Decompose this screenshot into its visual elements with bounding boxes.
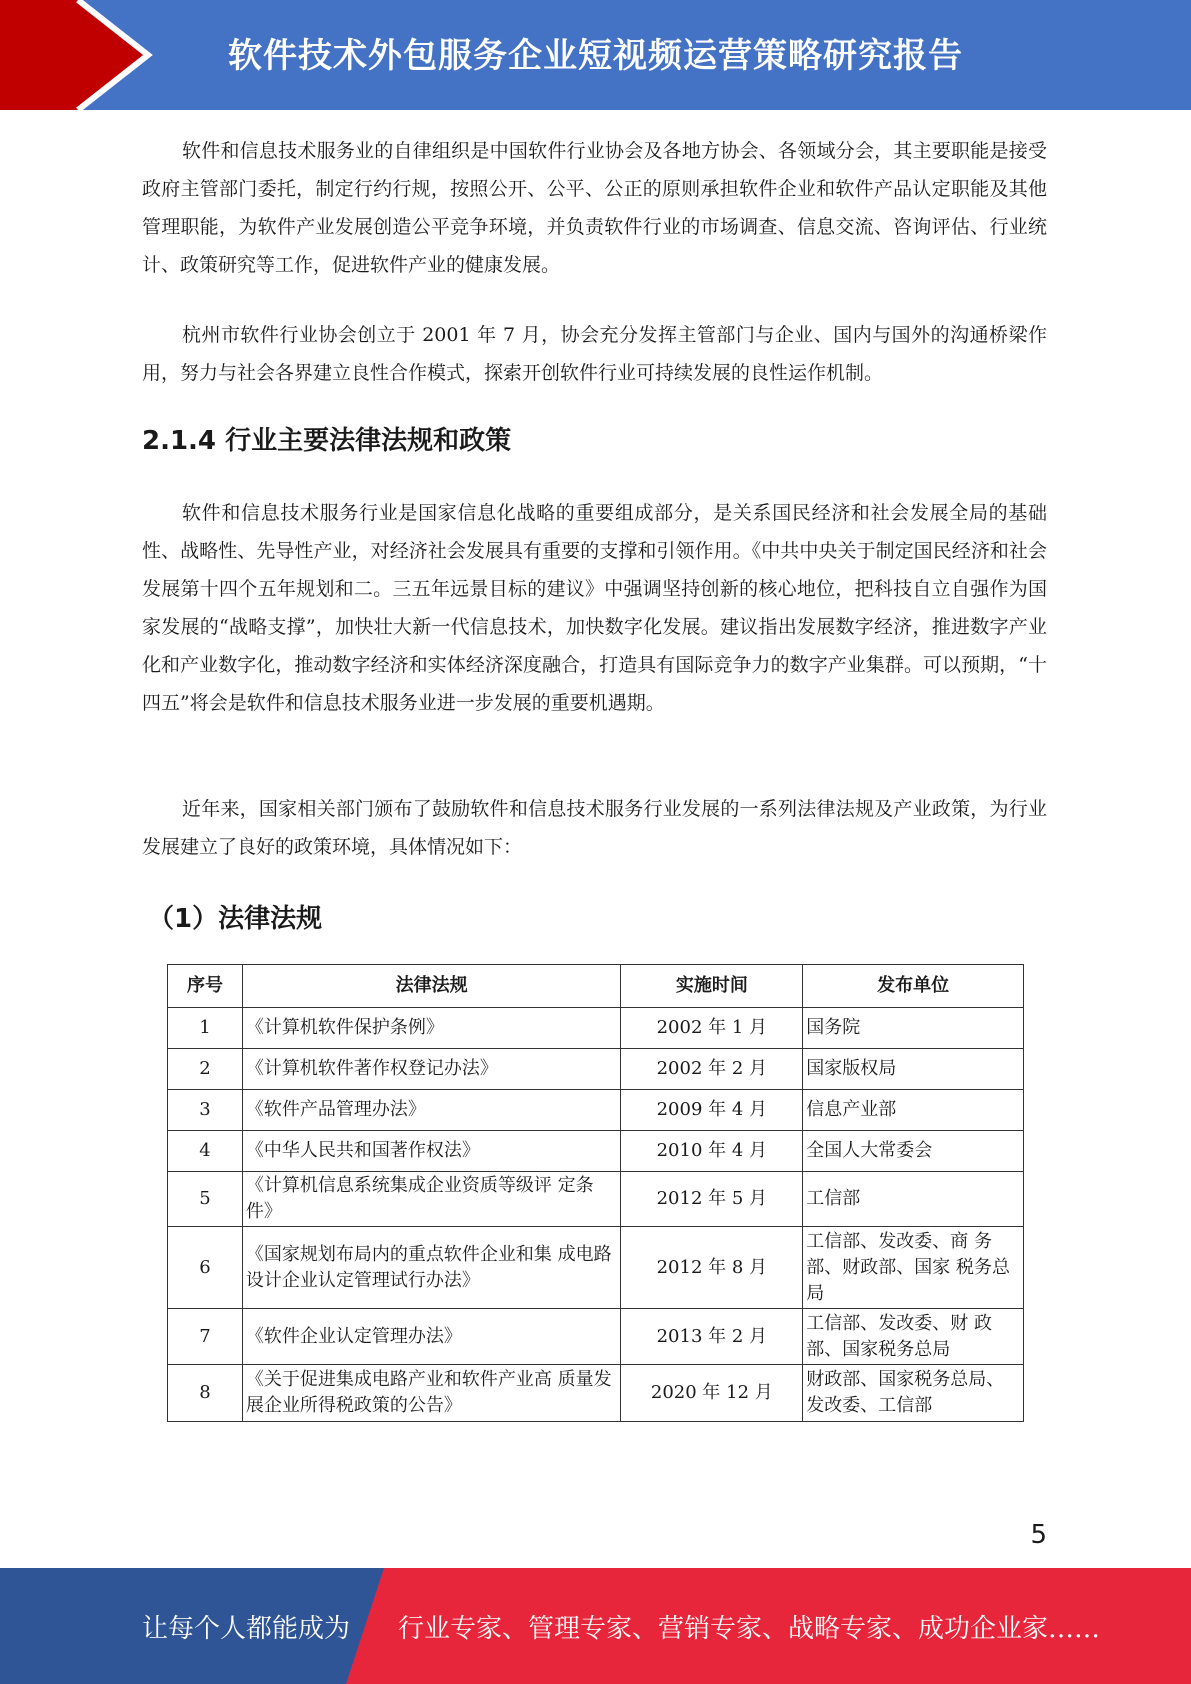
table-row: [168, 1365, 1024, 1422]
cell-date: 2010 年 4 月: [621, 1131, 803, 1172]
cell-index: 6: [168, 1227, 243, 1309]
header-law: 法律法规: [242, 965, 621, 1008]
cell-issuer: 信息产业部: [803, 1090, 1024, 1131]
cell-law: 《中华人民共和国著作权法》: [242, 1131, 621, 1172]
sub-heading-laws: （1）法律法规: [148, 904, 323, 934]
cell-index: 1: [168, 1008, 243, 1049]
cell-issuer: 国务院: [803, 1008, 1024, 1049]
cell-date: 2002 年 2 月: [621, 1049, 803, 1090]
table-header-row: [168, 965, 1024, 1008]
cell-index: 8: [168, 1365, 243, 1422]
cell-date: 2012 年 8 月: [621, 1227, 803, 1309]
cell-date: 2002 年 1 月: [621, 1008, 803, 1049]
cell-index: 2: [168, 1049, 243, 1090]
table-row: [168, 1172, 1024, 1227]
footer-slogan-left: 让每个人都能成为: [142, 1614, 351, 1644]
cell-law: 《软件产品管理办法》: [242, 1090, 621, 1131]
cell-date: 2013 年 2 月: [621, 1309, 803, 1365]
table-row: [168, 1049, 1024, 1090]
cell-index: 7: [168, 1309, 243, 1365]
cell-issuer: 全国人大常委会: [803, 1131, 1024, 1172]
cell-date: 2020 年 12 月: [621, 1365, 803, 1422]
paragraph-hangzhou-association: 杭州市软件行业协会创立于 2001 年 7 月，协会充分发挥主管部门与企业、国内与国外的沟通桥梁作用，努力与社会各界建立良性合作模式，探索开创软件行业可持续发展的良性运作机制。: [142, 324, 1047, 384]
page-footer: [0, 1568, 1191, 1684]
cell-date: 2012 年 5 月: [621, 1172, 803, 1227]
section-heading: 2.1.4 行业主要法律法规和政策: [142, 426, 512, 456]
paragraph-industry-strategy: 软件和信息技术服务行业是国家信息化战略的重要组成部分，是关系国民经济和社会发展全局的基础性、战略性、先导性产业，对经济社会发展具有重要的支撑和引领作用。《中共中央关于制定国民经济和社会发展第十四个五年规划和二。三五年远景目标的建议》中强调坚持创新的核心地位，把科技自立自强作为国家发展的“战略支撑”，加快壮大新一代信息技术，加快数字化发展。建议指出发展数字经济，推进数字产业化和产业数字化，推动数字经济和实体经济深度融合，打造具有国际竞争力的数字产业集群。可以预期，“十四五”将会是软件和信息技术服务业进一步发展的重要机遇期。: [142, 502, 1047, 714]
table-row: [168, 1131, 1024, 1172]
paragraph-policy-intro: 近年来，国家相关部门颁布了鼓励软件和信息技术服务行业发展的一系列法律法规及产业政策，为行业发展建立了良好的政策环境，具体情况如下：: [142, 798, 1047, 858]
cell-law: 《关于促进集成电路产业和软件产业高 质量发展企业所得税政策的公告》: [242, 1365, 621, 1422]
cell-law: 《计算机信息系统集成企业资质等级评 定条件》: [242, 1172, 621, 1227]
table-row: [168, 1227, 1024, 1309]
cell-issuer: 工信部、发改委、财 政部、国家税务总局: [803, 1309, 1024, 1365]
cell-law: 《计算机软件保护条例》: [242, 1008, 621, 1049]
cell-issuer: 财政部、国家税务总局、发改委、工信部: [803, 1365, 1024, 1422]
report-title: 软件技术外包服务企业短视频运营策略研究报告: [228, 36, 963, 76]
header-effective-date: 实施时间: [621, 965, 803, 1008]
cell-index: 5: [168, 1172, 243, 1227]
table-row: [168, 1309, 1024, 1365]
table-row: [168, 1008, 1024, 1049]
laws-table: [167, 964, 1024, 1422]
header-issuer: 发布单位: [803, 965, 1024, 1008]
cell-issuer: 工信部、发改委、商 务部、财政部、国家 税务总局: [803, 1227, 1024, 1309]
table-row: [168, 1090, 1024, 1131]
cell-law: 《软件企业认定管理办法》: [242, 1309, 621, 1365]
footer-slogan-right: 行业专家、管理专家、营销专家、战略专家、成功企业家……: [398, 1614, 1101, 1644]
cell-index: 4: [168, 1131, 243, 1172]
cell-issuer: 工信部: [803, 1172, 1024, 1227]
page-header: [0, 0, 1191, 110]
page-number: 5: [1030, 1520, 1047, 1550]
cell-law: 《国家规划布局内的重点软件企业和集 成电路设计企业认定管理试行办法》: [242, 1227, 621, 1309]
header-index: 序号: [168, 965, 243, 1008]
cell-issuer: 国家版权局: [803, 1049, 1024, 1090]
cell-index: 3: [168, 1090, 243, 1131]
cell-law: 《计算机软件著作权登记办法》: [242, 1049, 621, 1090]
cell-date: 2009 年 4 月: [621, 1090, 803, 1131]
paragraph-self-regulation: 软件和信息技术服务业的自律组织是中国软件行业协会及各地方协会、各领域分会，其主要职能是接受政府主管部门委托，制定行约行规，按照公开、公平、公正的原则承担软件企业和软件产品认定职能及其他管理职能，为软件产业发展创造公平竞争环境，并负责软件行业的市场调查、信息交流、咨询评估、行业统计、政策研究等工作，促进软件产业的健康发展。: [142, 140, 1047, 276]
